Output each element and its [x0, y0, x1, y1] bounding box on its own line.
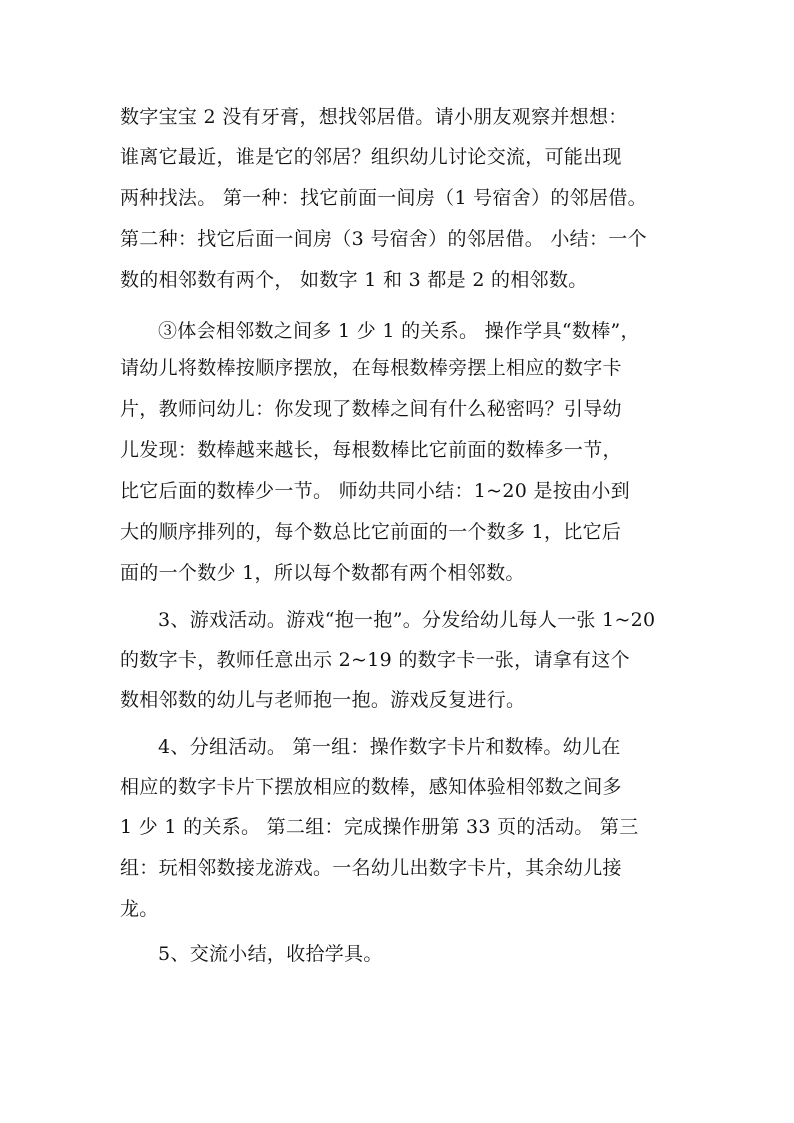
paragraph-start-line: 3、游戏活动。游戏“抱一抱”。分发给幼儿每人一张 1~20 [158, 609, 656, 631]
paragraph-start-line: 5、交流小结，收拾学具。 [158, 943, 383, 965]
text-line: 面的一个数少 1，所以每个数都有两个相邻数。 [120, 562, 525, 584]
text-line: 的数字卡，教师任意出示 2~19 的数字卡一张，请拿有这个 [120, 649, 630, 671]
text-line: 数的相邻数有两个， 如数字 1 和 3 都是 2 的相邻数。 [120, 269, 588, 291]
text-line: 两种找法。 第一种：找它前面一间房（1 号宿舍）的邻居借。 [120, 187, 647, 209]
text-line: 大的顺序排列的，每个数总比它前面的一个数多 1，比它后 [120, 521, 622, 543]
text-line: 相应的数字卡片下摆放相应的数棒，感知体验相邻数之间多 [120, 776, 622, 798]
text-line: 第二种：找它后面一间房（3 号宿舍）的邻居借。 小结：一个 [120, 228, 647, 250]
text-line: 组：玩相邻数接龙游戏。一名幼儿出数字卡片，其余幼儿接 [120, 857, 622, 879]
text-line: 1 少 1 的关系。 第二组：完成操作册第 33 页的活动。 第三 [120, 816, 639, 838]
text-line: 比它后面的数棒少一节。 师幼共同小结：1~20 是按由小到 [120, 480, 630, 502]
text-line: 谁离它最近，谁是它的邻居？组织幼儿讨论交流，可能出现 [120, 146, 622, 168]
text-line: 数字宝宝 2 没有牙膏，想找邻居借。请小朋友观察并想想： [120, 106, 628, 128]
paragraph-start-line: 4、分组活动。 第一组：操作数字卡片和数棒。幼儿在 [158, 736, 621, 758]
text-line: 数相邻数的幼儿与老师抱一抱。游戏反复进行。 [120, 689, 526, 711]
text-line: 片，教师问幼儿：你发现了数棒之间有什么秘密吗？引导幼 [120, 398, 622, 420]
text-line: 龙。 [120, 898, 159, 920]
text-line: 请幼儿将数棒按顺序摆放，在每根数棒旁摆上相应的数字卡 [120, 357, 622, 379]
paragraph-start-line: ③体会相邻数之间多 1 少 1 的关系。 操作学具“数棒”， [158, 320, 640, 342]
text-line: 儿发现：数棒越来越长，每根数棒比它前面的数棒多一节， [120, 439, 622, 461]
